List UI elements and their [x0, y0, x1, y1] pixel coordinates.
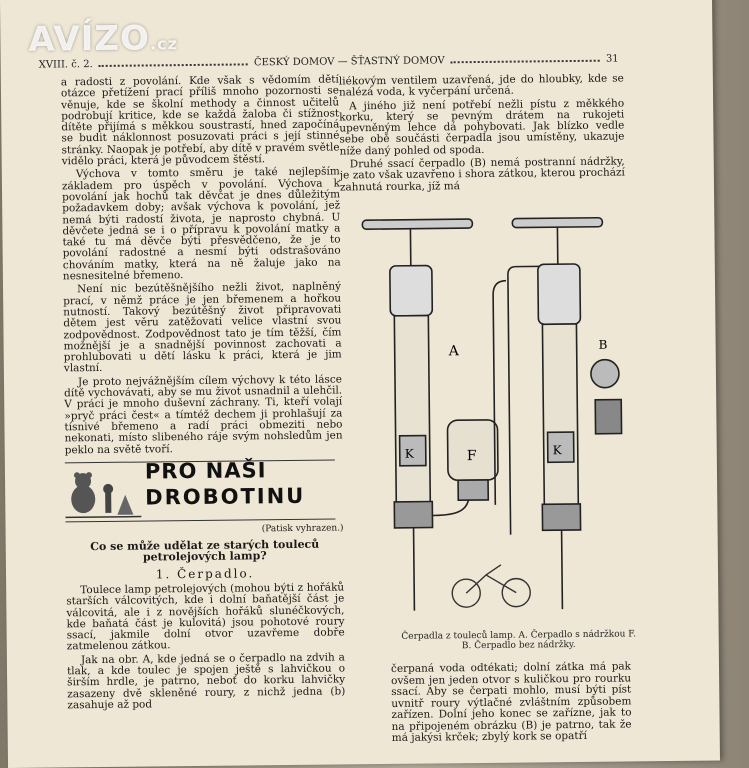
watermark-brand: AVÍZO: [28, 18, 151, 60]
header-dots: [451, 54, 600, 64]
paragraph: Jak na obr. A, kde jedná se o čerpadlo na zdvih a tlak, a kde toulec je spojen ještě s lahvičkou o širším hrdle, je patrno, neboť do korku lahvičky zasazeny dvě skleněné roury, z nichž jedna (b) zasahuje až pod: [66, 651, 346, 712]
section-heading: 1. Čerpadlo.: [155, 566, 255, 582]
reprint-note: (Patisk vyhrazen.): [261, 523, 344, 535]
paragraph: Druhé ssací čerpadlo (B) nemá postranní nádržky, je zato však uzavřeno i shora zátkou, kterou prochází zahnutá rourka, jíž má: [339, 155, 625, 194]
paragraph: A jiného již není potřebí nežli pístu z měkkého korku, který se pevným drátem na rukojeti upevněným lehce dá pohybovati. Jak blízko vedle sebe obě součásti čerpadla jsou umístěny, ukazuje níže daný pohled od spoda.: [339, 97, 625, 158]
paragraph: Je proto nejvážnějším cílem výchovy k této lásce dítě vychovávati, aby se mu život usnadnil a ulehčil. V práci je mnoho duševní záchrany. Ti, kteří volají »pryč práci čest« a tímtéž dechem ji prohlašují za tísnivé břemeno a radí práci obmeziti nebo nekonati, místo slibeného ráje svým nohsledům jen peklo na světě tvoří.: [64, 373, 343, 456]
pump-illustration: [337, 203, 631, 626]
children-illustration-icon: [65, 464, 142, 519]
bicycle-drawing: [452, 564, 530, 607]
pump-b-drawing: [512, 218, 623, 610]
left-column: [61, 74, 346, 713]
paragraph: Výchova v tomto směru je také nejlepším základem pro úspěch v povolání. Výchova k povolání jak hochů tak děvčat je dnes důležitým požadavkem doby; avšak výchova k povolání, jež nemá býti radostí života, je naprosto chybná. U děvčete jedná se i o přípravu k povolání matky a také tu má děvče býti přesvědčeno, že je to povolání radostné a nesmí býti odstrašováno chováním matky, která na ně žaluje jako na nesnesitelné břemeno.: [61, 165, 341, 283]
bottom-right-text: [391, 661, 632, 744]
issue-number: XVIII. č. 2.: [38, 59, 93, 71]
paragraph: čerpaná voda odtékati; dolní zátka má pak ovšem jen jeden otvor s kuličkou pro rourku ssací. Aby se čerpati mohlo, musí býti píst uvnitř roury výtlačné zvláštním způsobem zařízen. Dolní jeho konec se zařízne, jak to na připojeném obrázku (B) je patrno, tak že má jakýsi krček; zbylý kork se opatří: [390, 660, 632, 744]
label-k-a: K: [404, 446, 414, 461]
banner-line2: DROBOTINU: [145, 483, 306, 510]
label-f: F: [466, 448, 477, 465]
header-dots: [99, 57, 248, 67]
label-k-b: K: [552, 443, 562, 458]
paragraph: Není nic bezútěšnějšího nežli život, naplněný prací, v němž práce je jen břemenem a hořkou nutností. Takový bezútěšný život připravovati dětem jest věru zatěžovati velice vlastní svou zodpovědnost. Zodpovědnost tato je tím těžší, čím možnější je a snadnější povinnost zachovati a prohlubovati u dětí lásku k práci, která je jim vlastní.: [63, 280, 342, 375]
figure-caption: [399, 629, 639, 652]
banner-line1: PRO NAŠI: [144, 458, 267, 484]
watermark-tld: .cz: [149, 34, 178, 54]
caption-line1: Čerpadla z touleců lamp. A. Čerpadlo s nádržkou F.: [401, 629, 637, 642]
page-number: 31: [605, 53, 619, 65]
paragraph: a radosti z povolání. Kde však s vědomím dětí otázce přetížení prací příliš mnoho pozornosti se věnuje, kde se školní methody a činnost učitelů podrobují kritice, kde se každá žaloba či stížnost dítěte přijímá s měkkou soustrastí, hned započíná se budit náklonnost posuzovati práci s její stinné stránky. Naopak je potřebí, aby dítě v pravém světle vidělo práci, která je původcem štěstí.: [60, 73, 340, 168]
caption-line2: B. Čerpadlo bez nádržky.: [461, 640, 576, 652]
header-title: ČESKÝ DOMOV — ŠŤASTNÝ DOMOV: [253, 55, 445, 69]
right-column: [339, 73, 625, 195]
label-a: A: [448, 343, 459, 360]
paragraph: Toulece lamp petrolejových (mohou býti z hořáků starších válcovitých, kde i dolní baňatější část je válcovitá, ale i z novějších hořáků slunéčkových, kde baňatá část je kulovitá) jsou pohotové roury ssací, jakmile dolní otvor uzavřeme dobře zatmelenou zátkou.: [66, 581, 345, 653]
section-banner: [65, 459, 336, 522]
label-b: B: [598, 337, 608, 352]
paragraph: liékovým ventilem uzavřená, jde do hloubky, kde se nalézá voda, k vyčerpání určená.: [338, 72, 624, 99]
article-title: Co se může udělat ze starých touleců petrolejových lamp?: [90, 537, 320, 564]
watermark-logo: [28, 18, 178, 60]
